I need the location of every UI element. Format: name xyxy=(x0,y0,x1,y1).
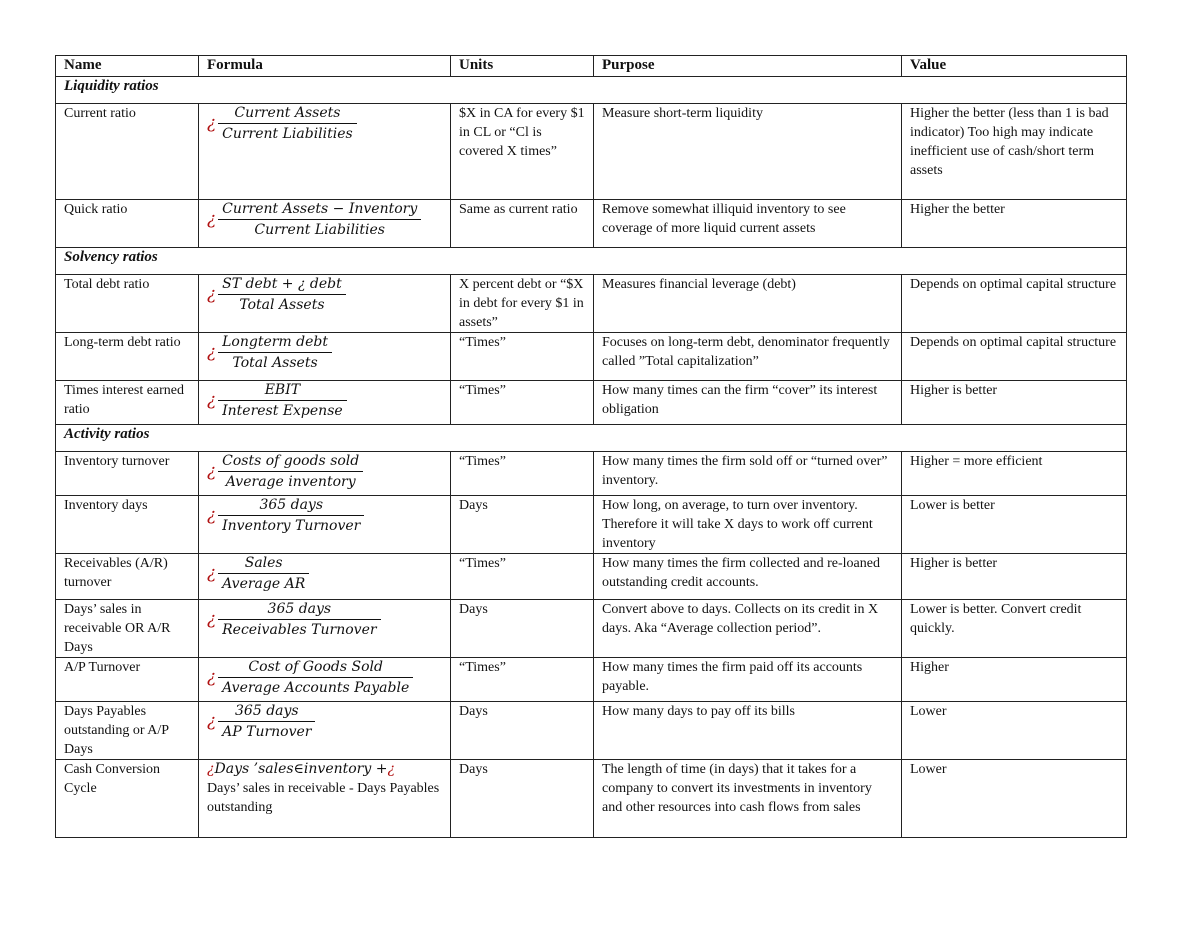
ratio-purpose: How many times the firm collected and re-loaned outstanding credit accounts. xyxy=(594,554,902,600)
ratio-units: Days xyxy=(451,600,594,658)
fraction xyxy=(218,554,309,593)
ratio-formula xyxy=(199,658,451,702)
ratio-purpose: How long, on average, to turn over inventory. Therefore it will take X days to work off current inventory xyxy=(594,496,902,554)
ratio-formula xyxy=(199,104,451,200)
ratio-purpose: How many times can the firm “cover” its interest obligation xyxy=(594,381,902,425)
table-row xyxy=(56,452,1127,496)
ratio-purpose: Convert above to days. Collects on its credit in X days. Aka “Average collection period”. xyxy=(594,600,902,658)
ratio-name: Days’ sales in receivable OR A/R Days xyxy=(56,600,199,658)
ratio-formula xyxy=(199,333,451,381)
fraction xyxy=(218,275,346,314)
fraction xyxy=(218,496,364,535)
denominator: Total Assets xyxy=(239,297,325,313)
denominator: Average Accounts Payable xyxy=(222,680,410,696)
table-row xyxy=(56,381,1127,425)
ratio-name: Times interest earned ratio xyxy=(56,381,199,425)
ratio-units: “Times” xyxy=(451,658,594,702)
fraction xyxy=(218,104,357,143)
ratio-formula xyxy=(199,200,451,248)
table-row xyxy=(56,600,1127,658)
denominator: Inventory Turnover xyxy=(222,518,361,534)
ratio-formula xyxy=(199,702,451,760)
ratio-units: “Times” xyxy=(451,452,594,496)
ratio-name: Cash Conversion Cycle xyxy=(56,760,199,838)
ratio-value: Higher is better xyxy=(902,381,1127,425)
ratio-name: Days Payables outstanding or A/P Days xyxy=(56,702,199,760)
formula-glyph: ¿ xyxy=(207,711,217,731)
ratio-formula xyxy=(199,554,451,600)
ratio-formula xyxy=(199,275,451,333)
table-row xyxy=(56,658,1127,702)
ratio-purpose: How many times the firm paid off its accounts payable. xyxy=(594,658,902,702)
numerator: Longterm debt xyxy=(218,333,332,353)
ratio-units: “Times” xyxy=(451,554,594,600)
ratio-units: $X in CA for every $1 in CL or “Cl is covered X times” xyxy=(451,104,594,200)
denominator: Interest Expense xyxy=(222,403,343,419)
ratio-value: Depends on optimal capital structure xyxy=(902,333,1127,381)
numerator: Cost of Goods Sold xyxy=(218,658,413,678)
formula-glyph: ¿ xyxy=(207,390,217,410)
ratio-value: Higher xyxy=(902,658,1127,702)
numerator: Costs of goods sold xyxy=(218,452,363,472)
section-title: Liquidity ratios xyxy=(56,77,1127,104)
header-purpose: Purpose xyxy=(594,56,902,77)
numerator: 365 days xyxy=(218,496,364,516)
ratio-value: Depends on optimal capital structure xyxy=(902,275,1127,333)
numerator: ST debt + ¿ debt xyxy=(218,275,346,295)
fraction xyxy=(218,333,332,372)
numerator: Current Assets xyxy=(218,104,357,124)
denominator: Current Liabilities xyxy=(222,126,353,142)
formula-glyph: ¿ xyxy=(207,563,217,583)
table-row xyxy=(56,104,1127,200)
formula-glyph: ¿ xyxy=(207,667,217,687)
denominator: Total Assets xyxy=(232,355,318,371)
ratios-table xyxy=(55,55,1127,838)
formula-text: Days’ sales in receivable - Days Payables outstanding xyxy=(207,781,440,815)
ratio-formula xyxy=(199,760,451,838)
section-title: Activity ratios xyxy=(56,425,1127,452)
fraction xyxy=(218,200,421,239)
ratio-value: Higher = more efficient xyxy=(902,452,1127,496)
ratio-purpose: How many times the firm sold off or “turned over” inventory. xyxy=(594,452,902,496)
ratio-units: “Times” xyxy=(451,381,594,425)
formula-glyph: ¿ xyxy=(207,113,217,133)
ratio-value: Lower xyxy=(902,702,1127,760)
numerator: 365 days xyxy=(218,600,380,620)
ratio-purpose: Measure short-term liquidity xyxy=(594,104,902,200)
denominator: Average AR xyxy=(222,576,306,592)
table-row xyxy=(56,275,1127,333)
ratio-name: Inventory days xyxy=(56,496,199,554)
header-name: Name xyxy=(56,56,199,77)
ratio-value: Higher the better (less than 1 is bad indicator) Too high may indicate inefficient use of cash/short term assets xyxy=(902,104,1127,200)
ratio-formula xyxy=(199,496,451,554)
numerator: Current Assets − Inventory xyxy=(218,200,421,220)
formula-glyph: ¿ xyxy=(207,342,217,362)
ratio-units: X percent debt or “$X in debt for every $1 in assets” xyxy=(451,275,594,333)
ratio-purpose: The length of time (in days) that it takes for a company to convert its investments in inventory and other resources into cash flows from sales xyxy=(594,760,902,838)
table-row xyxy=(56,702,1127,760)
fraction xyxy=(218,381,347,420)
denominator: Current Liabilities xyxy=(254,222,385,238)
ratio-purpose: Measures financial leverage (debt) xyxy=(594,275,902,333)
table-row xyxy=(56,496,1127,554)
formula-glyph: ¿ xyxy=(207,209,217,229)
ratio-units: Days xyxy=(451,496,594,554)
section-row xyxy=(56,248,1127,275)
numerator: 365 days xyxy=(218,702,315,722)
denominator: Average inventory xyxy=(225,474,356,490)
denominator: Receivables Turnover xyxy=(222,622,377,638)
fraction xyxy=(218,702,315,741)
ratio-formula xyxy=(199,600,451,658)
formula-glyph: ¿ xyxy=(387,761,395,777)
ratio-units: Days xyxy=(451,702,594,760)
ratio-name: Quick ratio xyxy=(56,200,199,248)
fraction xyxy=(218,658,413,697)
ratio-units: Same as current ratio xyxy=(451,200,594,248)
ratio-value: Higher is better xyxy=(902,554,1127,600)
ratio-value: Lower is better. Convert credit quickly. xyxy=(902,600,1127,658)
ratio-purpose: How many days to pay off its bills xyxy=(594,702,902,760)
formula-math: Days ’sales∈inventory + xyxy=(214,761,388,777)
ratio-purpose: Focuses on long-term debt, denominator frequently called ”Total capitalization” xyxy=(594,333,902,381)
ratio-name: Total debt ratio xyxy=(56,275,199,333)
formula-glyph: ¿ xyxy=(207,609,217,629)
numerator: Sales xyxy=(218,554,309,574)
ratio-value: Lower xyxy=(902,760,1127,838)
ratio-name: Receivables (A/R) turnover xyxy=(56,554,199,600)
formula-math-line xyxy=(207,760,444,779)
ratio-formula xyxy=(199,452,451,496)
ratio-units: “Times” xyxy=(451,333,594,381)
ratio-value: Lower is better xyxy=(902,496,1127,554)
ratio-purpose: Remove somewhat illiquid inventory to see coverage of more liquid current assets xyxy=(594,200,902,248)
table-row xyxy=(56,554,1127,600)
table-row xyxy=(56,200,1127,248)
ratio-formula xyxy=(199,381,451,425)
ratio-name: Current ratio xyxy=(56,104,199,200)
section-row xyxy=(56,425,1127,452)
ratio-value: Higher the better xyxy=(902,200,1127,248)
denominator: AP Turnover xyxy=(222,724,312,740)
ratio-name: Long-term debt ratio xyxy=(56,333,199,381)
formula-glyph: ¿ xyxy=(207,284,217,304)
table-row xyxy=(56,333,1127,381)
header-row xyxy=(56,56,1127,77)
header-value: Value xyxy=(902,56,1127,77)
fraction xyxy=(218,600,380,639)
ratio-units: Days xyxy=(451,760,594,838)
formula-glyph: ¿ xyxy=(207,505,217,525)
ratio-name: Inventory turnover xyxy=(56,452,199,496)
numerator: EBIT xyxy=(218,381,347,401)
header-formula: Formula xyxy=(199,56,451,77)
table-row xyxy=(56,760,1127,838)
section-row xyxy=(56,77,1127,104)
formula-glyph: ¿ xyxy=(207,761,215,777)
fraction xyxy=(218,452,363,491)
section-title: Solvency ratios xyxy=(56,248,1127,275)
ratio-name: A/P Turnover xyxy=(56,658,199,702)
header-units: Units xyxy=(451,56,594,77)
formula-glyph: ¿ xyxy=(207,461,217,481)
